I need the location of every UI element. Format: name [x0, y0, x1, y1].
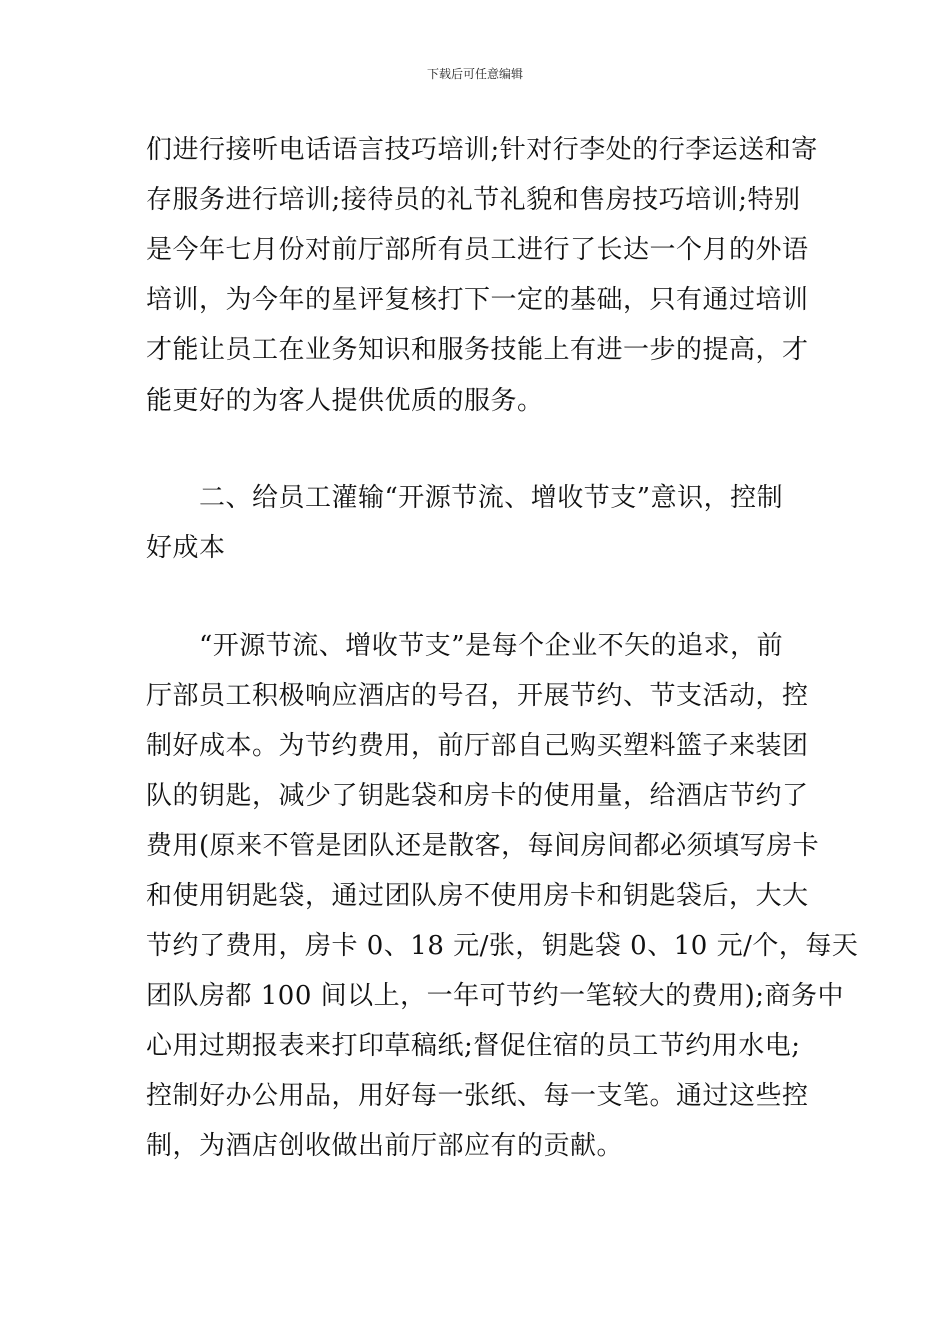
heading-line: 二、给员工灌输“开源节流、增收节支”意识，控制 [146, 483, 784, 513]
text-line: 培训，为今年的星评复核打下一定的基础，只有通过培训 [146, 285, 809, 315]
text-line: 节约了费用，房卡 0、18 元/张，钥匙袋 0、10 元/个，每天 [146, 931, 859, 961]
text-line: 才能让员工在业务知识和服务技能上有进一步的提高，才 [146, 335, 809, 365]
text-line: 厅部员工积极响应酒店的号召，开展节约、节支活动，控 [146, 681, 809, 711]
text-line: 和使用钥匙袋，通过团队房不使用房卡和钥匙袋后，大大 [146, 881, 809, 911]
text-line: 队的钥匙，减少了钥匙袋和房卡的使用量，给酒店节约了 [146, 781, 809, 811]
page-header: 下载后可任意编辑 [426, 67, 523, 81]
text-line: 是今年七月份对前厅部所有员工进行了长达一个月的外语 [146, 235, 809, 265]
text-line: 费用(原来不管是团队还是散客，每间房间都必须填写房卡 [146, 831, 820, 861]
text-line: 团队房都 100 间以上，一年可节约一笔较大的费用);商务中 [146, 981, 845, 1011]
text-line: “开源节流、增收节支”是每个企业不矢的追求，前 [146, 631, 784, 661]
text-line: 制好成本。为节约费用，前厅部自己购买塑料篮子来装团 [146, 731, 809, 761]
text-line: 能更好的为客人提供优质的服务。 [146, 386, 544, 416]
text-line: 制，为酒店创收做出前厅部应有的贡献。 [146, 1131, 624, 1161]
heading-line: 好成本 [146, 533, 226, 563]
text-line: 存服务进行培训;接待员的礼节礼貌和售房技巧培训;特别 [146, 185, 801, 215]
text-line: 心用过期报表来打印草稿纸;督促住宿的员工节约用水电; [146, 1031, 801, 1061]
text-line: 控制好办公用品，用好每一张纸、每一支笔。通过这些控 [146, 1081, 809, 1111]
text-line: 们进行接听电话语言技巧培训;针对行李处的行李运送和寄 [146, 135, 818, 165]
